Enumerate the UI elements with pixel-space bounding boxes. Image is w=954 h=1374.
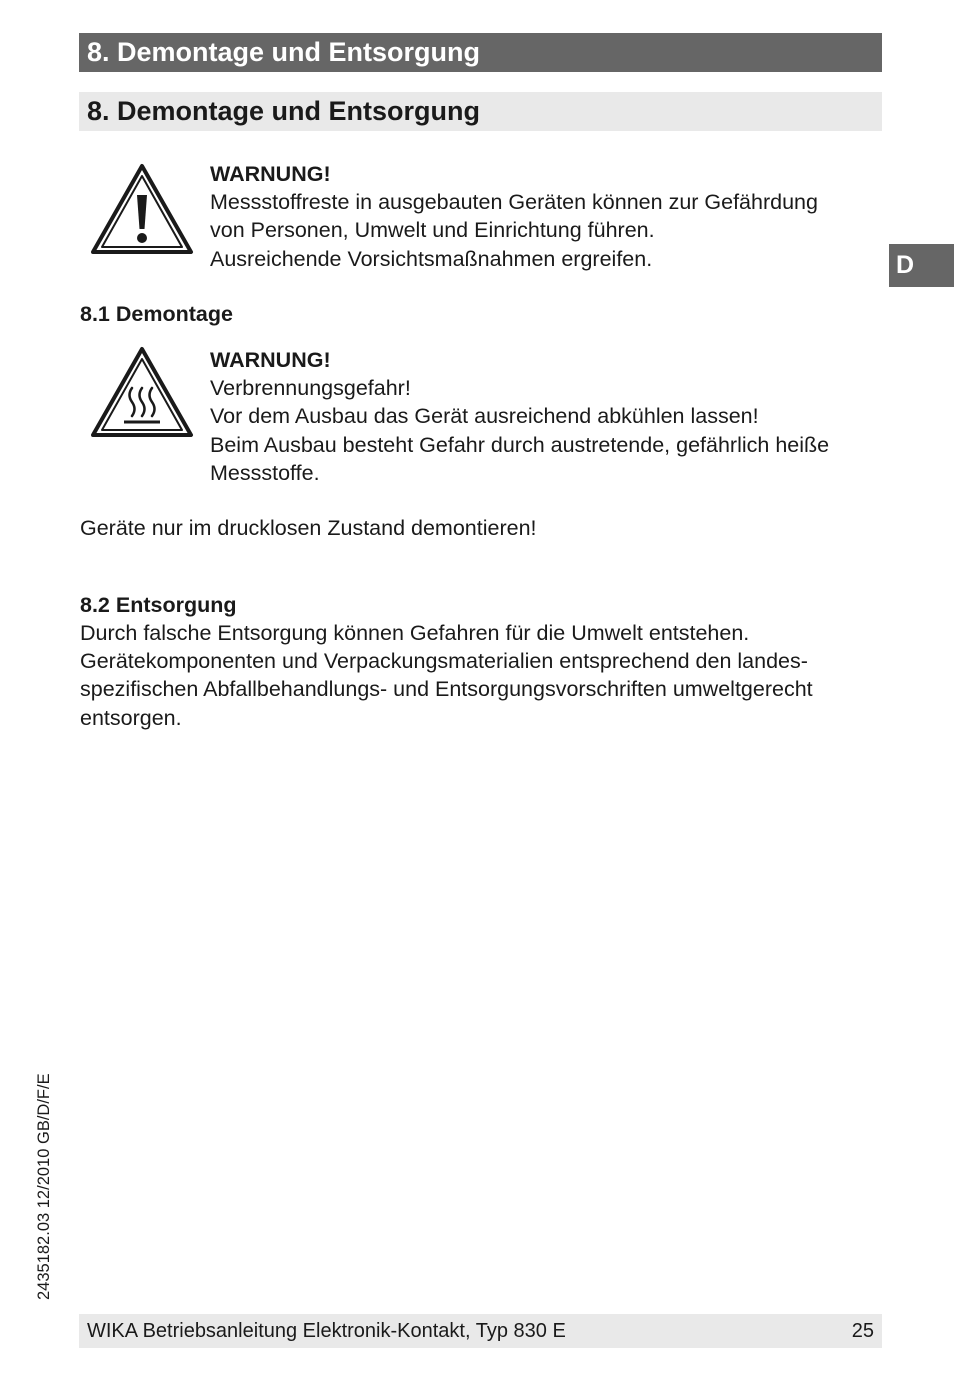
warning-1-line: von Personen, Umwelt und Einrichtung führen.: [210, 218, 655, 243]
warning-1-text: [210, 160, 880, 273]
demontage-note: [80, 514, 880, 542]
language-tab-label: D: [896, 251, 915, 279]
warning-2-line: Vor dem Ausbau das Gerät ausreichend abkühlen lassen!: [210, 404, 759, 429]
warning-2-text: [210, 346, 880, 487]
chapter-header-bar: [79, 33, 882, 72]
warning-1-title: WARNUNG!: [210, 162, 331, 186]
warning-2-line: Beim Ausbau besteht Gefahr durch austretende, gefährlich heiße: [210, 432, 830, 457]
page-number: 25: [851, 1320, 874, 1342]
warning-1-line: Ausreichende Vorsichtsmaßnahmen ergreifen.: [210, 246, 653, 271]
section-heading-title: 8. Demontage und Entsorgung: [87, 96, 481, 126]
language-tab: [889, 244, 954, 287]
demontage-heading: 8.1 Demontage: [80, 302, 233, 326]
exclamation-warning-icon: [90, 163, 194, 255]
demontage-note-text: Geräte nur im drucklosen Zustand demontieren!: [80, 516, 537, 540]
document-code: 2435182.03 12/2010 GB/D/F/E: [35, 1073, 53, 1300]
footer-bar: [79, 1314, 882, 1348]
warning-2-title: WARNUNG!: [210, 348, 331, 372]
entsorgung-line: spezifischen Abfallbehandlungs- und Entsorgungsvorschriften umweltgerecht: [80, 677, 813, 702]
footer-text: WIKA Betriebsanleitung Elektronik-Kontakt, Typ 830 E: [87, 1320, 566, 1342]
hot-surface-warning-icon: [90, 346, 194, 438]
warning-2-line: Verbrennungsgefahr!: [210, 376, 411, 401]
chapter-header-title: 8. Demontage und Entsorgung: [87, 37, 481, 67]
warning-1-line: Messstoffreste in ausgebauten Geräten können zur Gefährdung: [210, 190, 818, 215]
entsorgung-line: entsorgen.: [80, 705, 182, 730]
entsorgung-line: Gerätekomponenten und Verpackungsmaterialien entsprechend den landes-: [80, 649, 808, 674]
section-heading: [79, 92, 882, 131]
entsorgung-heading: 8.2 Entsorgung: [80, 593, 237, 617]
warning-2-line: Messstoffe.: [210, 460, 320, 485]
entsorgung-line: Durch falsche Entsorgung können Gefahren für die Umwelt entstehen.: [80, 621, 750, 645]
entsorgung-paragraph: [80, 619, 880, 732]
